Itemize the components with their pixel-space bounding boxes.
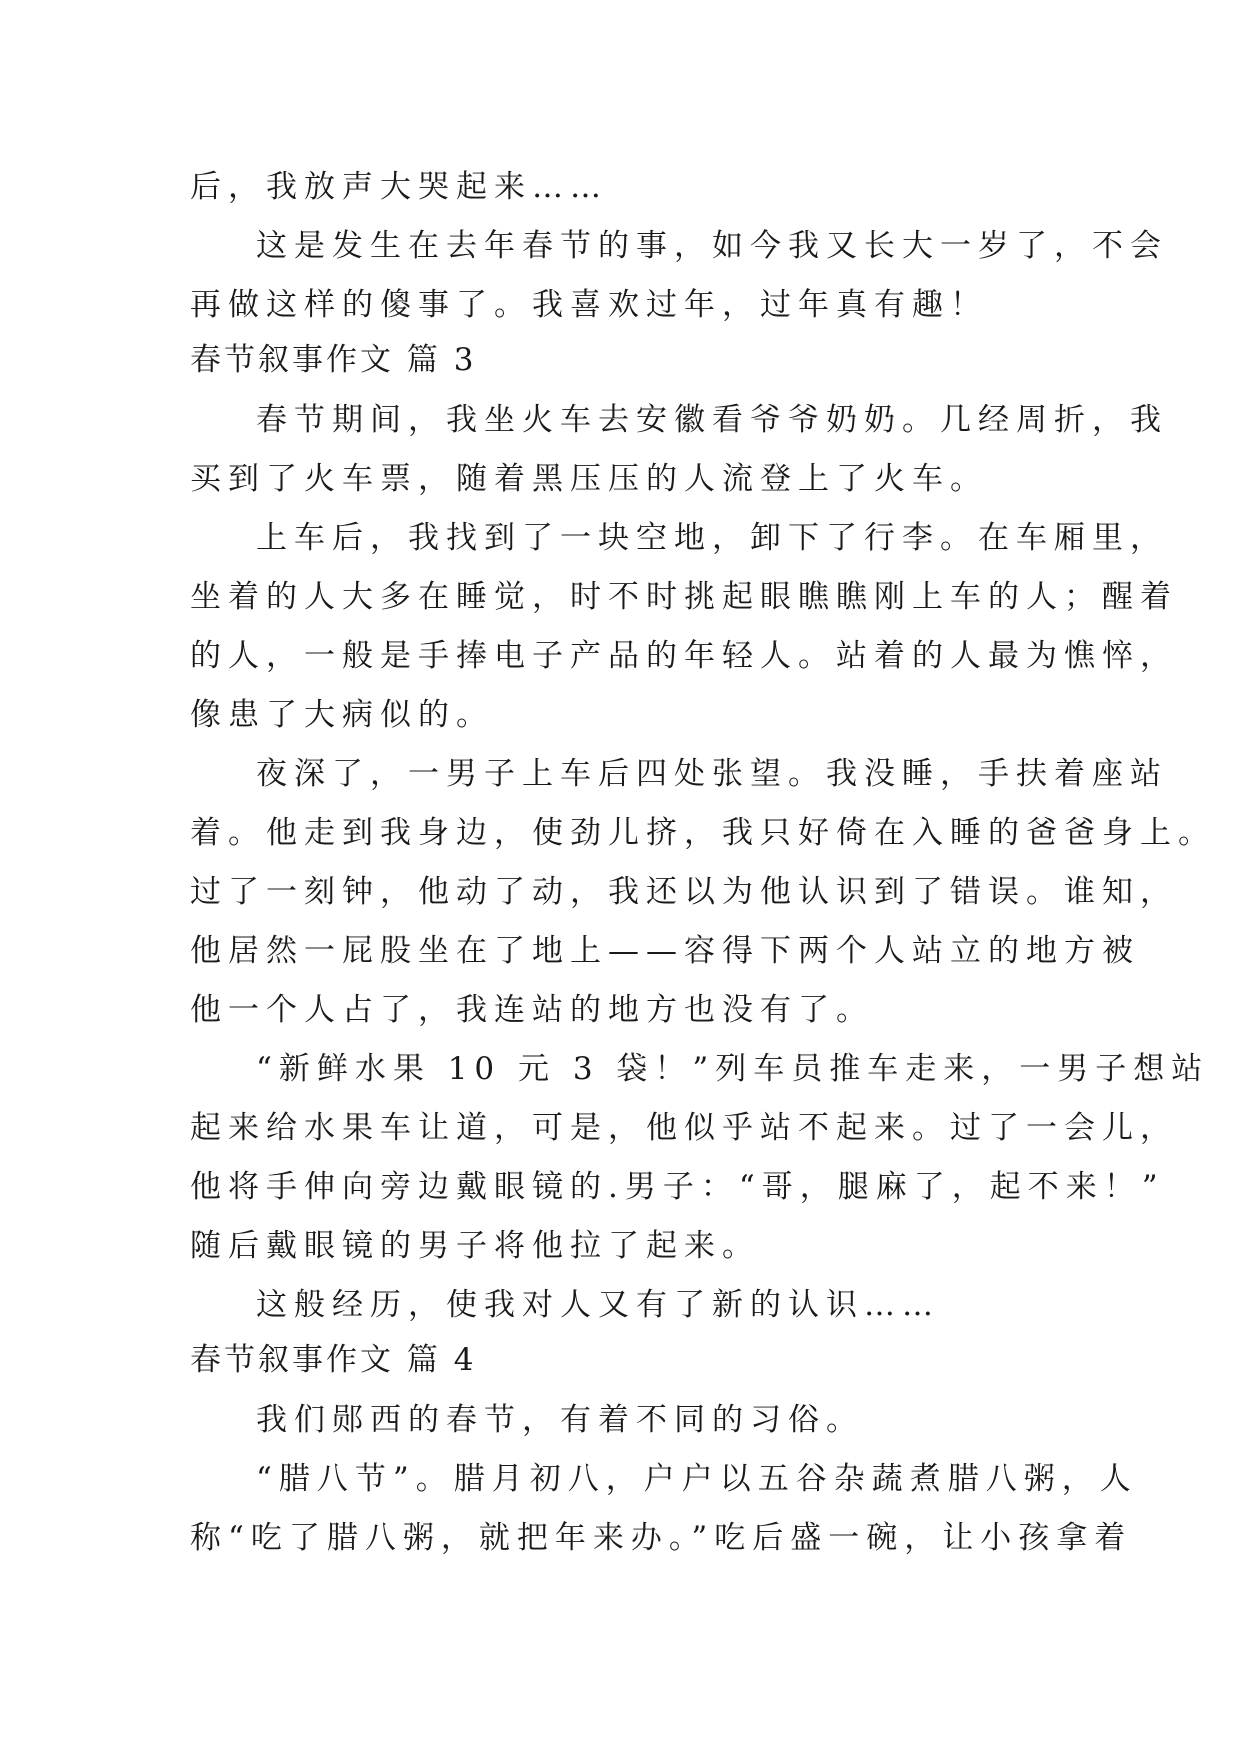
paragraph-line: 上车后，我找到了一块空地，卸下了行李。在车厢里， [256, 520, 1168, 556]
text-line: 买到了火车票，随着黑压压的人流登上了火车。 [190, 461, 988, 497]
paragraph-line: 春节期间，我坐火车去安徽看爷爷奶奶。几经周折，我 [256, 402, 1168, 438]
paragraph-line: 我们郧西的春节，有着不同的习俗。 [256, 1402, 864, 1438]
text-line: 起来给水果车让道，可是，他似乎站不起来。过了一会儿， [190, 1110, 1178, 1146]
text-line: 随后戴眼镜的男子将他拉了起来。 [190, 1228, 760, 1264]
paragraph-line: “腊八节”。腊月初八，户户以五谷杂蔬煮腊八粥，人 [256, 1461, 1138, 1497]
section-heading: 春节叙事作文 篇 4 [190, 1342, 477, 1378]
paragraph-line: 这是发生在去年春节的事，如今我又长大一岁了，不会 [256, 228, 1168, 264]
paragraph-line: 夜深了，一男子上车后四处张望。我没睡，手扶着座站 [256, 756, 1168, 792]
paragraph-line: “新鲜水果 10 元 3 袋！”列车员推车走来，一男子想站 [256, 1051, 1210, 1087]
text-line: 的人，一般是手捧电子产品的年轻人。站着的人最为憔悴， [190, 638, 1178, 674]
text-line: 过了一刻钟，他动了动，我还以为他认识到了错误。谁知， [190, 874, 1178, 910]
text-line: 着。他走到我身边，使劲儿挤，我只好倚在入睡的爸爸身上。 [190, 815, 1216, 851]
text-line: 后，我放声大哭起来…… [190, 169, 608, 205]
text-line: 他居然一屁股坐在了地上——容得下两个人站立的地方被 [190, 933, 1140, 969]
text-line: 像患了大病似的。 [190, 697, 494, 733]
text-line: 称“吃了腊八粥，就把年来办。”吃后盛一碗，让小孩拿着 [190, 1520, 1133, 1556]
text-line: 坐着的人大多在睡觉，时不时挑起眼瞧瞧刚上车的人；醒着 [190, 579, 1178, 615]
text-line: 再做这样的傻事了。我喜欢过年，过年真有趣！ [190, 287, 988, 323]
text-line: 他将手伸向旁边戴眼镜的.男子：“哥，腿麻了，起不来！” [190, 1169, 1165, 1205]
paragraph-line: 这般经历，使我对人又有了新的认识…… [256, 1287, 940, 1323]
text-line: 他一个人占了，我连站的地方也没有了。 [190, 992, 874, 1028]
section-heading: 春节叙事作文 篇 3 [190, 342, 477, 378]
